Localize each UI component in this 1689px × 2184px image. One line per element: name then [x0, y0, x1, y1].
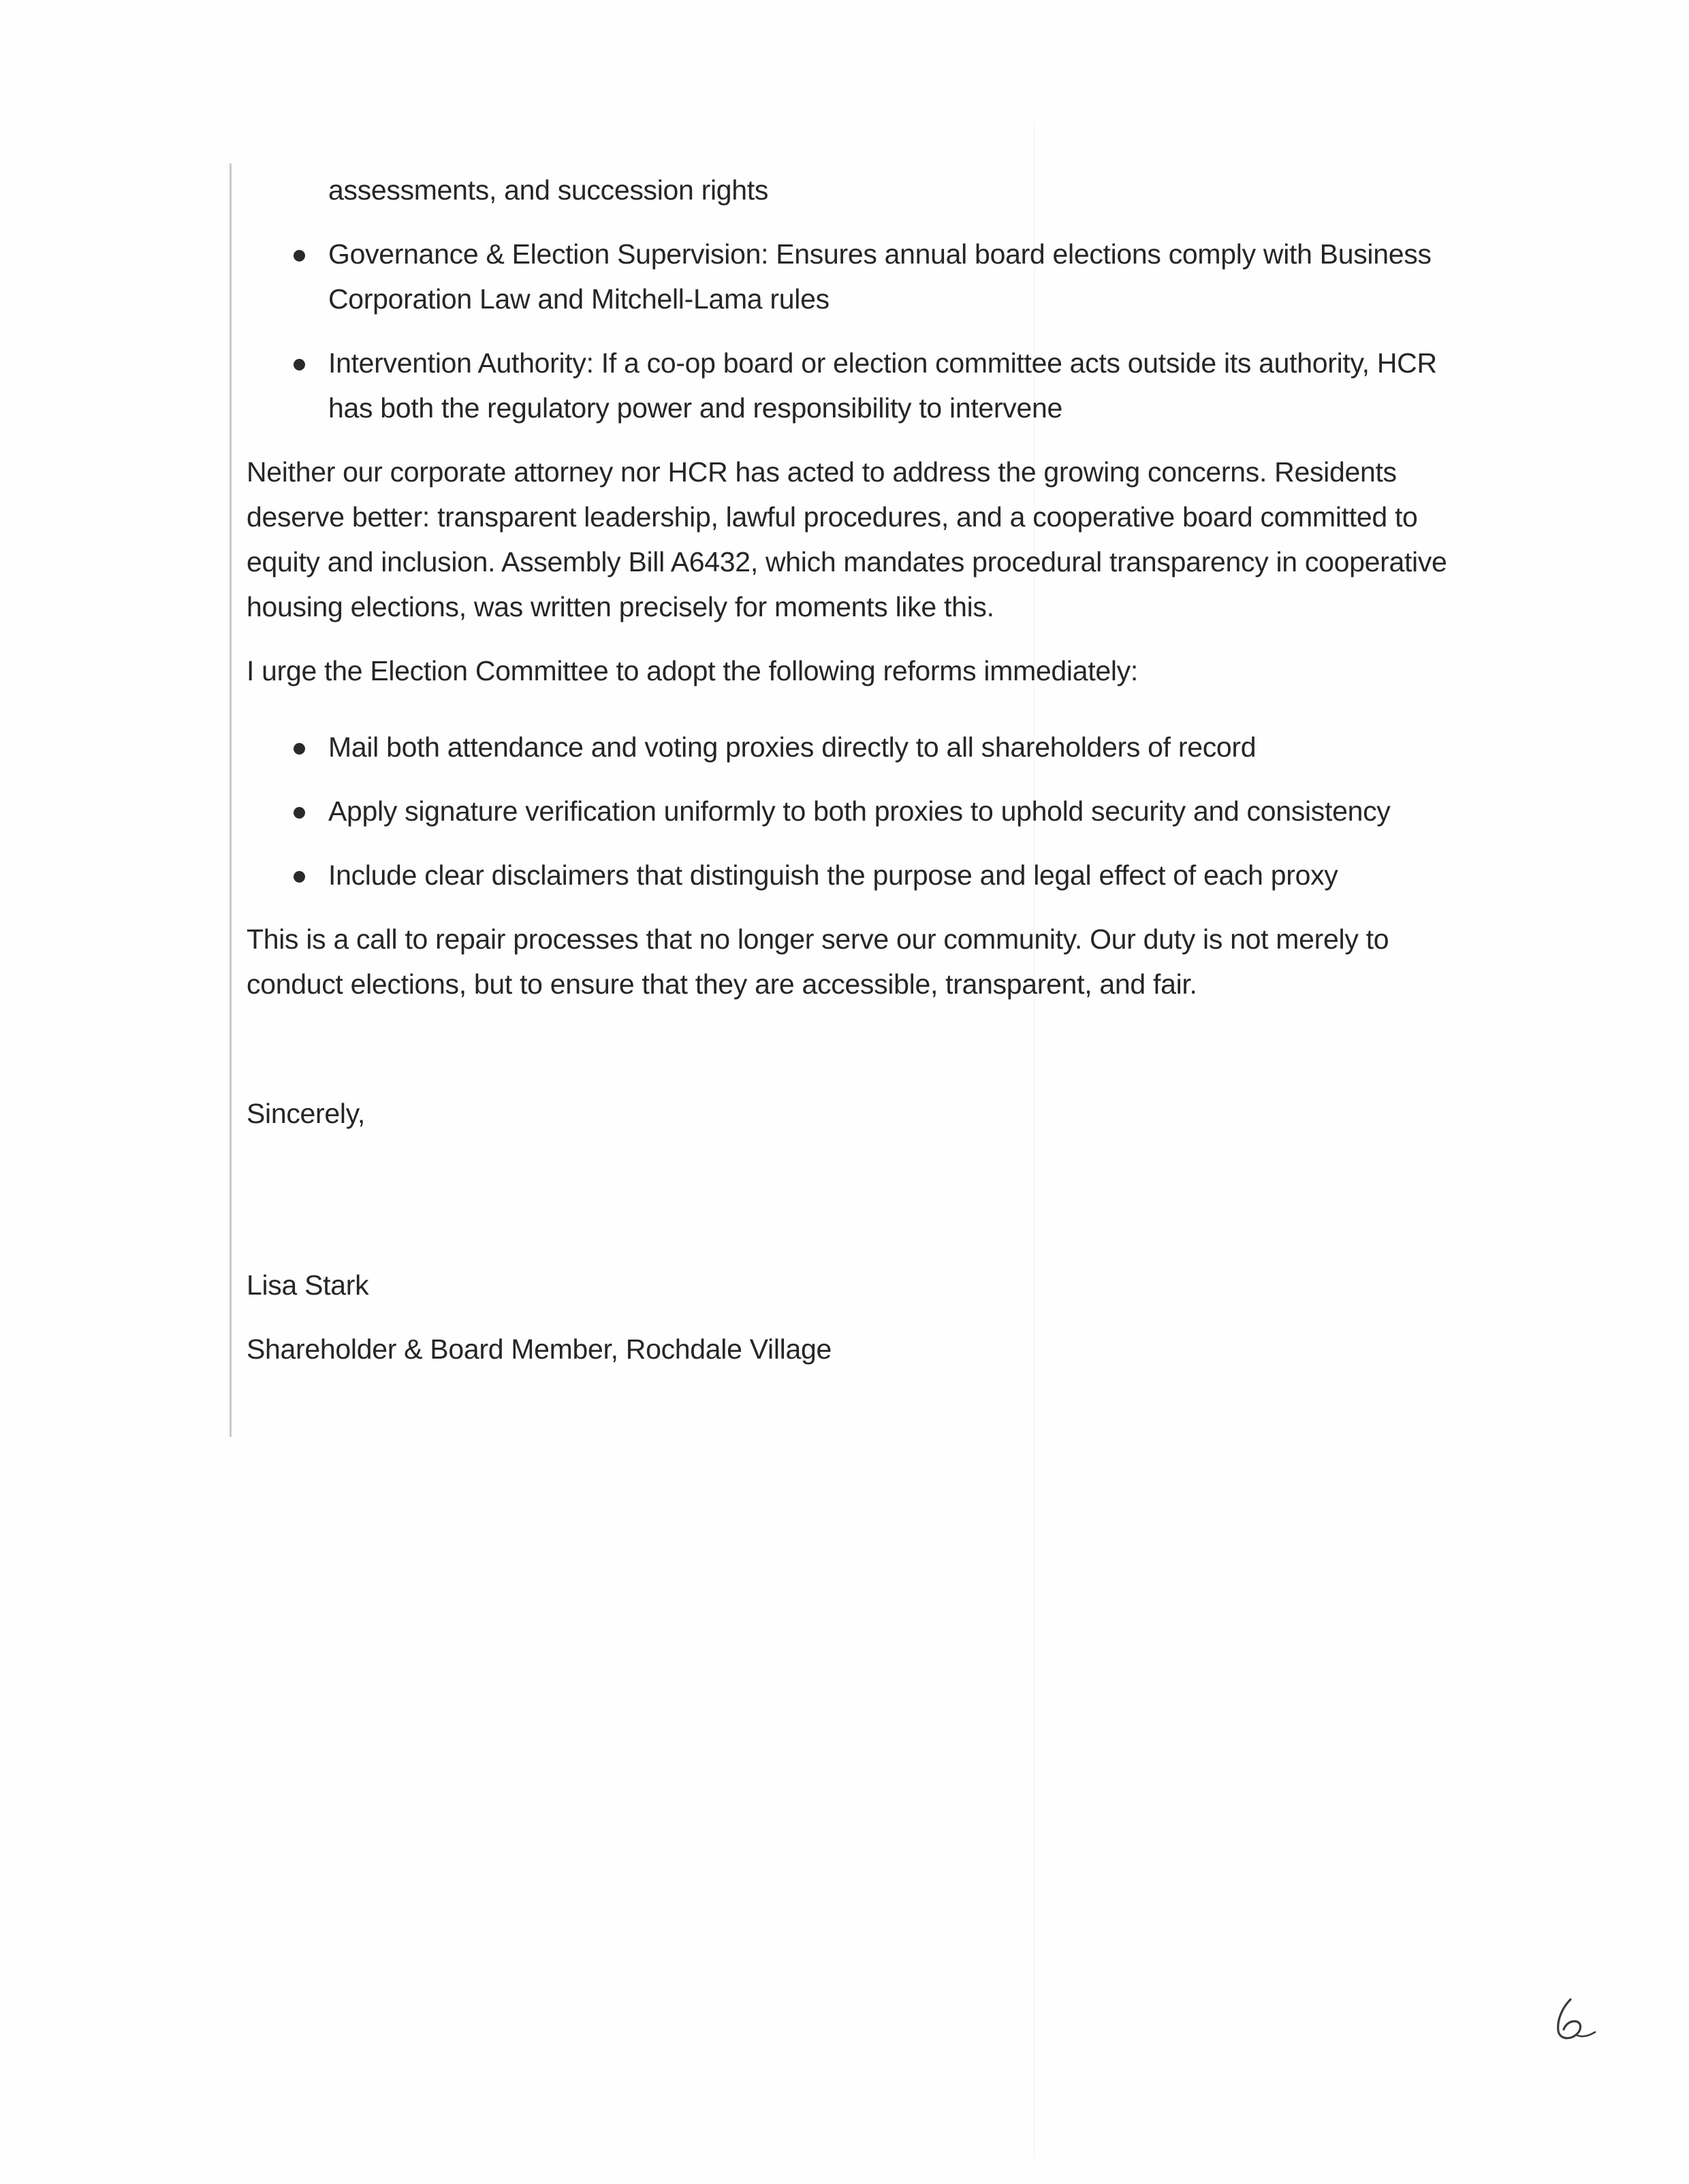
- closing: Sincerely,: [247, 1098, 365, 1129]
- list-item-text: Apply signature verification uniformly to both proxies to uphold security and consistency: [328, 795, 1391, 827]
- continuation-line: assessments, and succession rights: [328, 174, 769, 206]
- bullet-icon: [294, 871, 305, 883]
- left-margin-rule: [230, 163, 232, 1437]
- signer-title: Shareholder & Board Member, Rochdale Village: [247, 1333, 832, 1365]
- list-item-text: Intervention Authority: If a co-op board or election committee acts outside its authority, HCR has both the regulatory power and responsibility to intervene: [328, 347, 1437, 424]
- signer-name: Lisa Stark: [247, 1269, 369, 1301]
- bullet-icon: [294, 250, 305, 262]
- page-number-text: 6: [1546, 1995, 1547, 1996]
- list-item: [247, 232, 1472, 321]
- list-item: [247, 341, 1472, 430]
- list-item-text: Governance & Election Supervision: Ensures annual board elections comply with Business Corporation Law and Mitchell-Lama rules: [328, 238, 1432, 315]
- list-item-text: Include clear disclaimers that distinguish the purpose and legal effect of each proxy: [328, 859, 1338, 891]
- list-item-text: Mail both attendance and voting proxies directly to all shareholders of record: [328, 731, 1257, 763]
- letter-body: [247, 168, 1472, 1372]
- list-item: [247, 725, 1472, 770]
- list-item: [247, 789, 1472, 834]
- handwritten-page-number: [1546, 1995, 1600, 2043]
- paragraph-call: This is a call to repair processes that no longer serve our community. Our duty is not merely to conduct elections, but to ensure that they are accessible, transparent, and fair.: [247, 923, 1389, 1000]
- hcr-roles-list: [247, 232, 1472, 430]
- bullet-icon: [294, 359, 305, 370]
- paragraph-concerns: Neither our corporate attorney nor HCR has acted to address the growing concerns. Residents deserve better: transparent leadership, lawful procedures, and a cooperative board committed to equity and inclusion. Assembly Bill A6432, which mandates procedural transparency in cooperative housing elections, was written precisely for moments like this.: [247, 456, 1447, 622]
- bullet-icon: [294, 743, 305, 755]
- bullet-icon: [294, 807, 305, 819]
- paragraph-urge: I urge the Election Committee to adopt the following reforms immediately:: [247, 655, 1138, 686]
- list-item: [247, 853, 1472, 898]
- reforms-list: [247, 725, 1472, 898]
